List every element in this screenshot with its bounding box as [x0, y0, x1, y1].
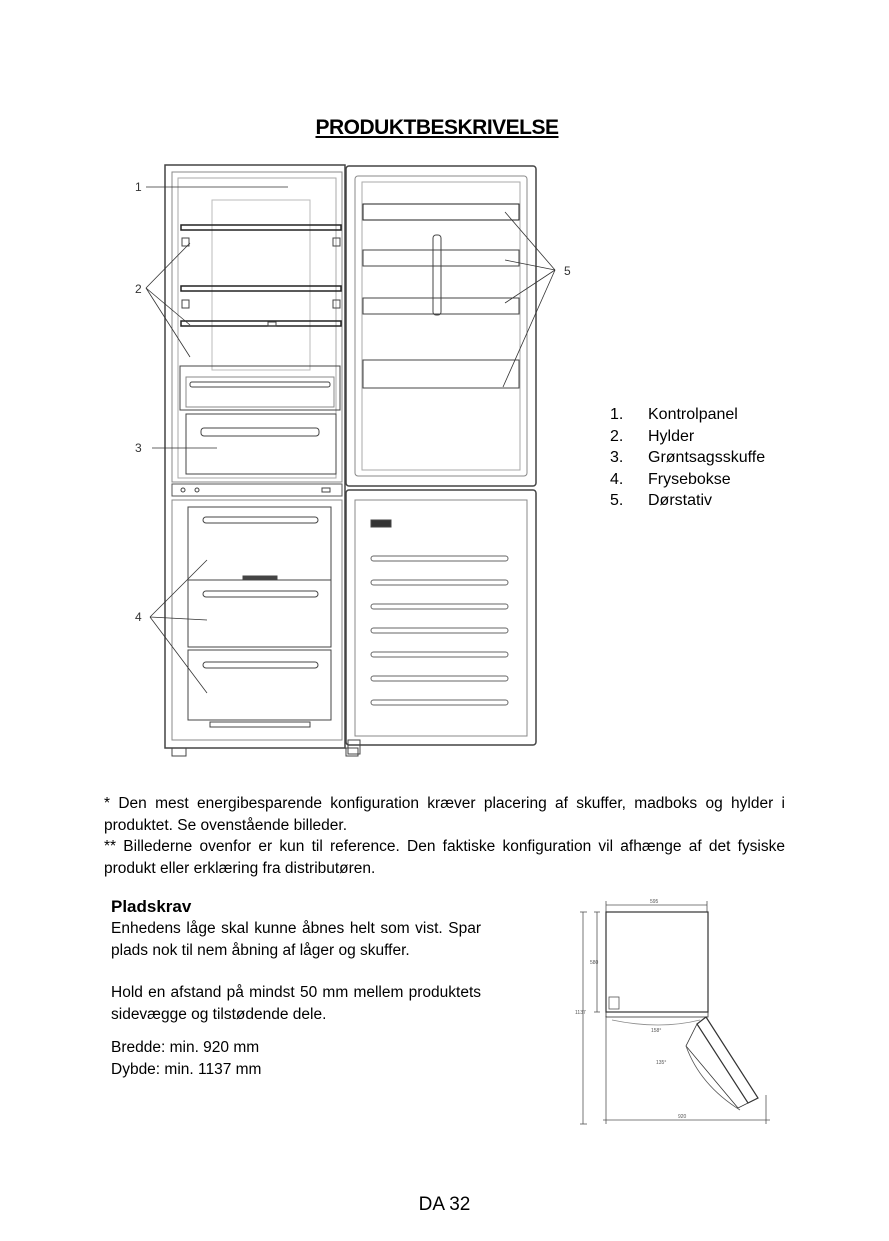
legend-label: Hylder [648, 427, 695, 445]
space-paragraph-distance: Hold en afstand på mindst 50 mm mellem produktets sidevægge og tilstødende dele. [111, 984, 481, 1023]
legend-item [610, 404, 765, 426]
space-heading: Pladskrav [111, 897, 192, 916]
dim-angle-label: 158° [651, 1028, 662, 1034]
page-title: PRODUKTBESKRIVELSE [315, 116, 559, 139]
callout-2: 2 [135, 282, 142, 296]
legend-label: Grøntsagsskuffe [648, 449, 766, 466]
legend-item [610, 469, 765, 491]
callout-3: 3 [135, 441, 142, 455]
legend-item [610, 426, 765, 448]
space-width: Bredde: min. 920 mm [111, 1039, 260, 1056]
legend-number: 3. [610, 449, 624, 466]
page-number: DA 32 [418, 1194, 471, 1215]
space-paragraph-door: Enhedens låge skal kunne åbnes helt som vist. Spar plads nok til nem åbning af låger og skuffer. [111, 920, 481, 959]
fridge-diagram [120, 160, 570, 765]
space-requirements [111, 918, 481, 1080]
notes [104, 793, 785, 879]
dim-total-width: 920 [678, 1114, 687, 1120]
clearance-diagram [560, 895, 790, 1130]
space-depth: Dybde: min. 1137 mm [111, 1060, 262, 1078]
legend-label: Dørstativ [648, 492, 712, 509]
parts-legend [610, 404, 765, 512]
dim-top-width: 595 [650, 899, 659, 905]
callout-5: 5 [564, 264, 571, 278]
callout-4: 4 [135, 610, 142, 624]
legend-number: 4. [610, 470, 624, 488]
callout-1: 1 [135, 180, 142, 194]
note-reference: ** Billederne ovenfor er kun til reference. Den faktiske konfiguration vil afhænge af det fysiske produkt eller erklæring fra distributøren. [104, 838, 785, 877]
legend-item [610, 490, 765, 512]
legend-number: 1. [610, 406, 624, 423]
legend-label: Frysebokse [648, 470, 731, 488]
legend-item [610, 447, 765, 469]
dim-door-angle: 135° [656, 1060, 667, 1066]
legend-number: 5. [610, 492, 624, 509]
legend-number: 2. [610, 427, 624, 445]
dim-total-depth: 1137 [575, 1010, 586, 1016]
note-energy: * Den mest energibesparende konfiguration kræver placering af skuffer, madboks og hylder i produktet. Se ovenstående billeder. [104, 795, 785, 834]
dim-body-depth: 580 [590, 960, 599, 966]
legend-label: Kontrolpanel [648, 406, 738, 423]
